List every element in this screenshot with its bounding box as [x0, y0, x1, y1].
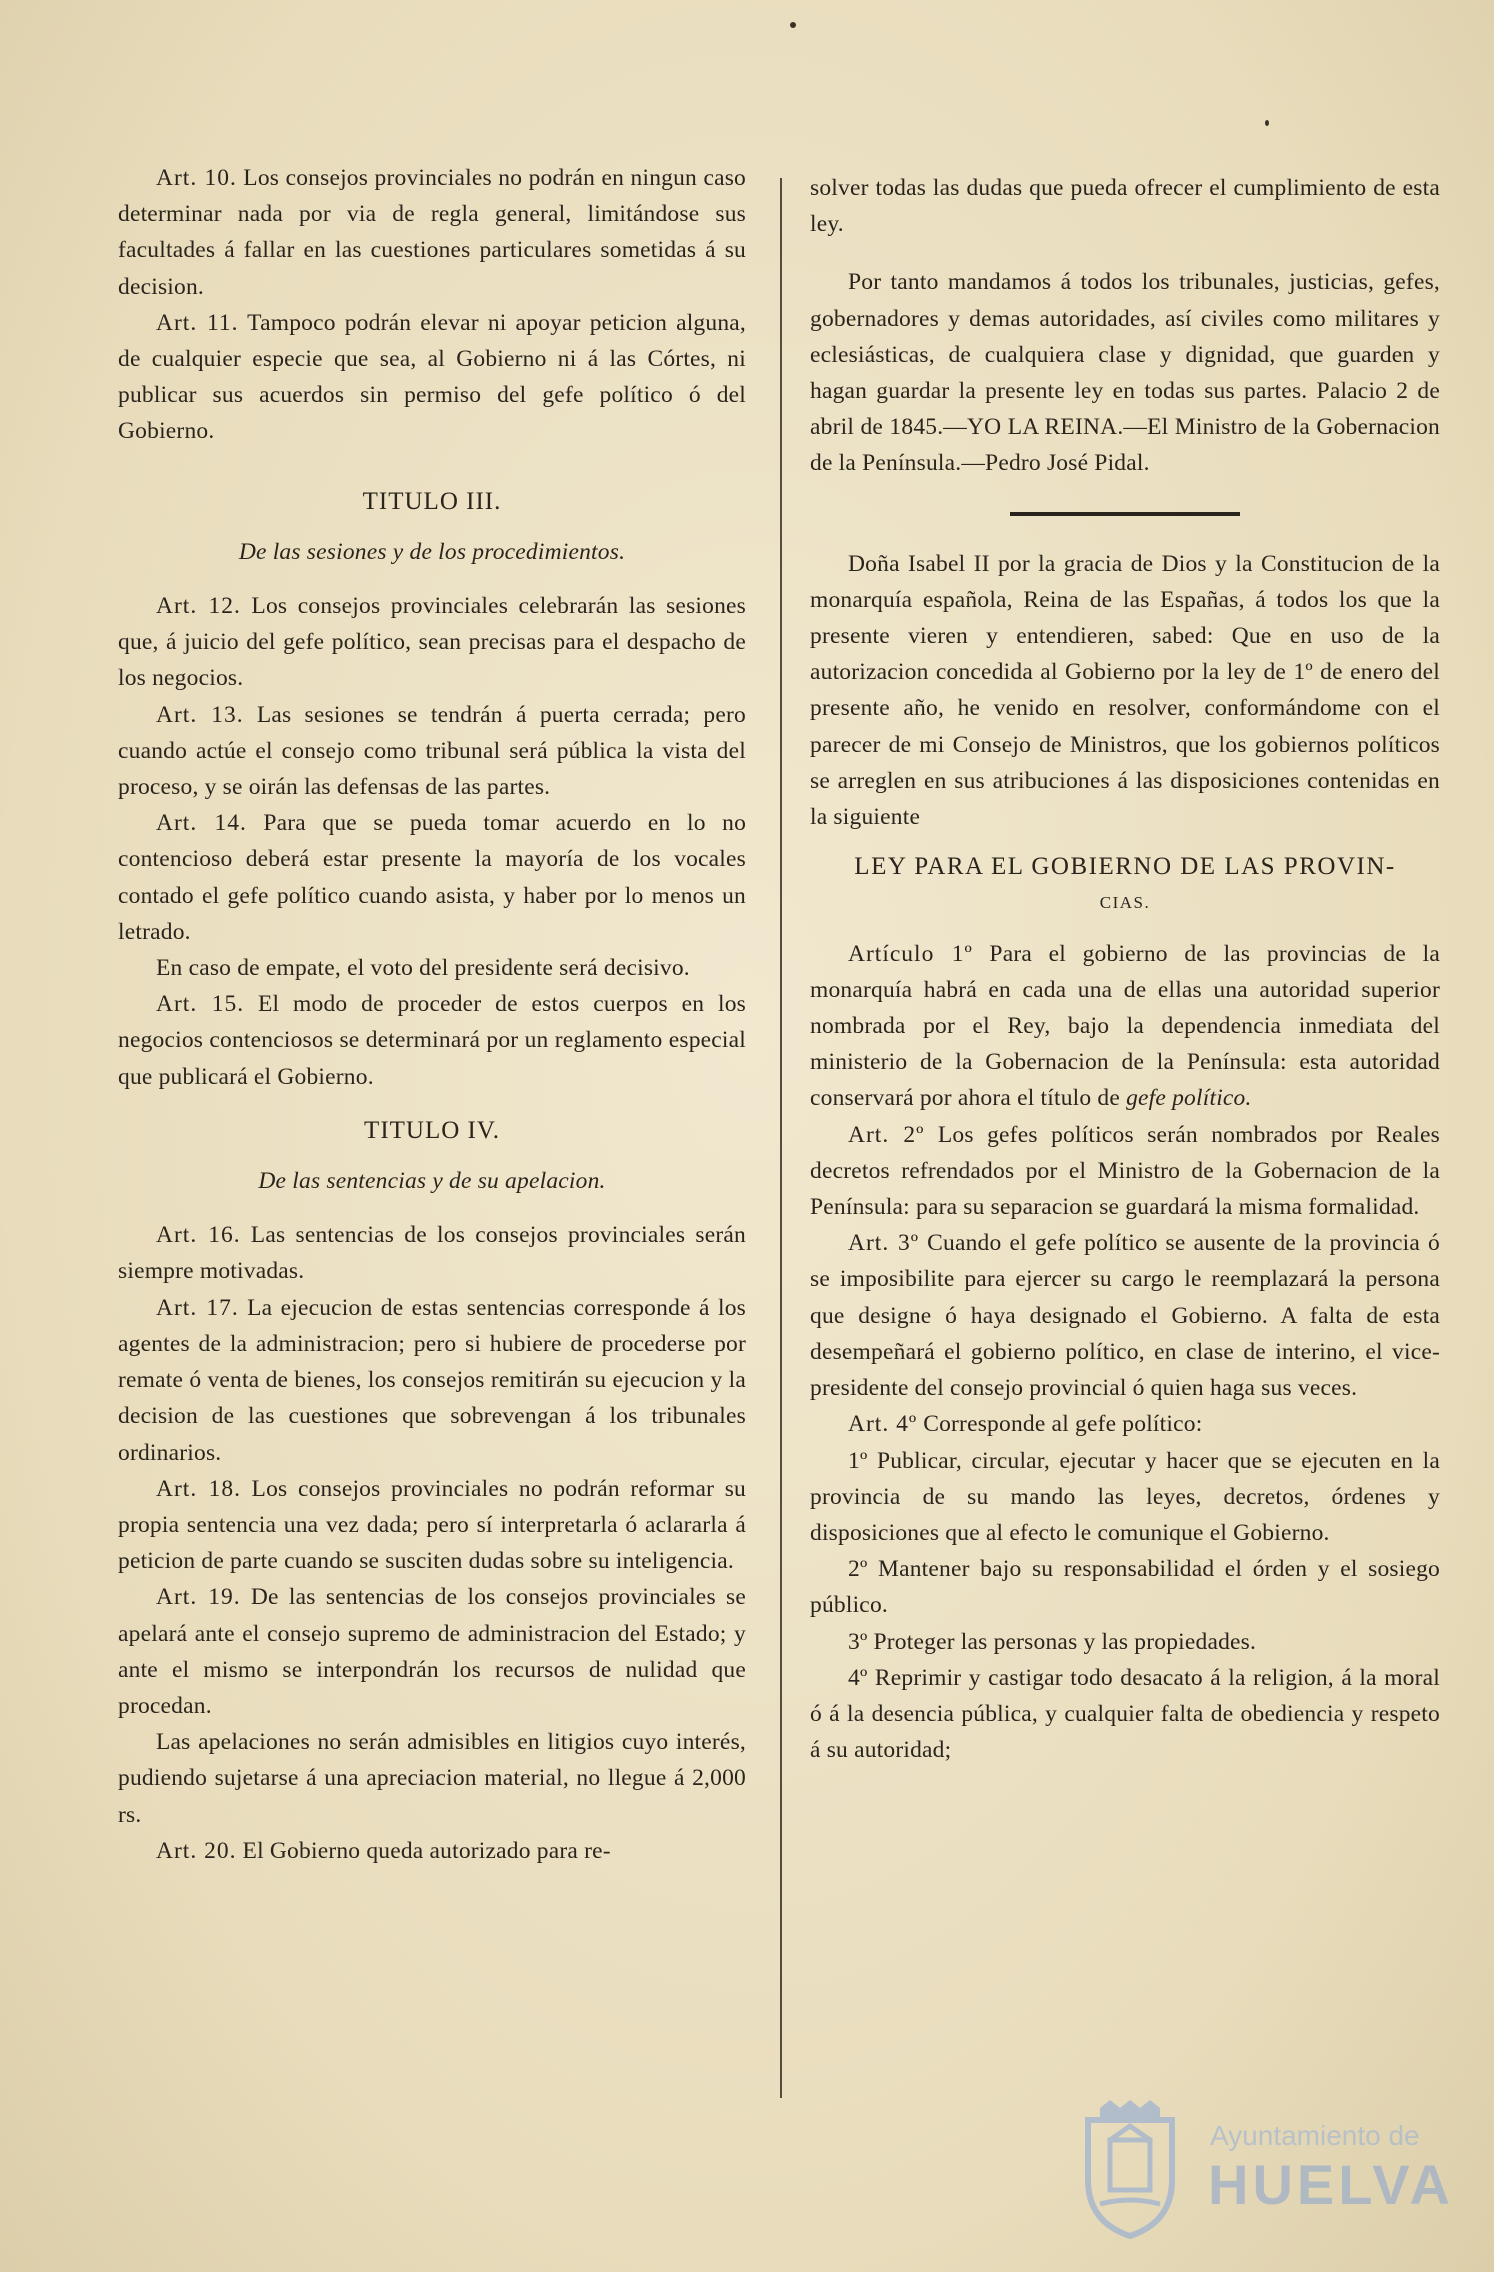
left-column	[118, 160, 746, 1869]
titulo-iv-heading: TITULO IV.	[364, 1116, 500, 1144]
titulo-iii-subtitle: De las sesiones y de los procedimientos.	[238, 538, 626, 565]
article-12: Art. 12. Los consejos provinciales celebrarán las sesiones que, á juicio del gefe político, sean precisas para el despacho de los negocios.	[118, 593, 747, 692]
article-10: Art. 10. Los consejos provinciales no podrán en ningun caso determinar nada por via de regla general, limitándose sus facultades á fallar en las cuestiones particulares sometidas á su decision.	[118, 165, 746, 300]
section-rule	[1010, 512, 1240, 516]
article-14: Art. 14. Para que se pueda tomar acuerdo en lo no contencioso deberá estar presente la mayoría de los vocales contado el gefe político cuando asista, y haber por lo menos un letrado.	[118, 810, 747, 945]
article-20: Art. 20. El Gobierno queda autorizado para re-	[156, 1837, 611, 1864]
article-15: Art. 15. El modo de proceder de estos cuerpos en los negocios contenciosos se determinará por un reglamento especial que publicará el Gobierno.	[118, 991, 746, 1090]
article-11: Art. 11. Tampoco podrán elevar ni apoyar peticion alguna, de cualquier especie que sea, al Gobierno ni á las Córtes, ni publicar sus acuerdos sin permiso del gefe político ó del Gobierno.	[118, 309, 746, 445]
article-16: Art. 16. Las sentencias de los consejos provinciales serán siempre motivadas.	[118, 1222, 747, 1285]
ink-speck	[1265, 120, 1269, 126]
article-19: Art. 19. De las sentencias de los consejos provinciales se apelará ante el consejo supremo de administracion del Estado; y ante el mismo se interpondrán los recursos de nulidad que procedan.	[118, 1584, 747, 1719]
watermark-line-2: HUELVA	[1208, 2153, 1454, 2216]
article-18: Art. 18. Los consejos provinciales no podrán reformar su propia sentencia una vez dada; pero sí interpretarla ó aclararla á peticion de parte cuando se susciten dudas sobre su inteligencia.	[118, 1475, 747, 1575]
article-17: Art. 17. La ejecucion de estas sentencias corresponde á los agentes de la administracion; pero si hubiere de procederse por remate ó venta de bienes, los consejos remitirán su ejecucion y la decision de las cuestiones que sobrevengan á los tribunales ordinarios.	[118, 1294, 746, 1466]
list-item-2: 2º Mantener bajo su responsabilidad el órden y el sosiego público.	[810, 1556, 1441, 1619]
article-3: Art. 3º Cuando el gefe político se ausente de la provincia ó se imposibilite para ejercer su cargo le reemplazará la persona que designe ó haya designado el Gobierno. A falta de esta desempeñará el gobierno político, en clase de interino, el vice-presidente del consejo provincial ó quien haga sus veces.	[810, 1230, 1441, 1402]
article-4: Art. 4º Corresponde al gefe político:	[848, 1411, 1203, 1438]
coat-of-arms-icon	[1080, 2100, 1180, 2240]
article-2: Art. 2º Los gefes políticos serán nombrados por Reales decretos refrendados por el Ministro de la Gobernacion de la Península: para su separacion se guardará la misma formalidad.	[810, 1121, 1440, 1221]
article-14-paragraph-2: En caso de empate, el voto del presidente será decisivo.	[156, 955, 690, 982]
column-divider	[780, 178, 782, 2098]
article-13: Art. 13. Las sesiones se tendrán á puerta cerrada; pero cuando actúe el consejo como tribunal será pública la vista del proceso, y se oirán las defensas de las partes.	[118, 701, 746, 801]
list-item-4: 4º Reprimir y castigar todo desacato á la religion, á la moral ó á la desencia pública, y cualquier falta de obediencia y respeto á su autoridad;	[810, 1664, 1441, 1764]
archive-watermark	[1080, 2100, 1454, 2250]
law-title-end: CIAS.	[1099, 893, 1151, 913]
article-19-paragraph-2: Las apelaciones no serán admisibles en litigios cuyo interés, pudiendo sujetarse á una apreciacion material, no llegue á 2,000 rs.	[118, 1729, 746, 1828]
titulo-iii-heading: TITULO III.	[362, 487, 502, 515]
article-20-continuation: solver todas las dudas que pueda ofrecer el cumplimiento de esta ley.	[810, 175, 1440, 238]
promulgation-paragraph: Por tanto mandamos á todos los tribunales, justicias, gefes, gobernadores y demas autoridades, así civiles como militares y eclesiásticas, de cualquiera clase y dignidad, que guarden y hagan guardar la presente ley en todas sus partes. Palacio 2 de abril de 1845.—YO LA REINA.—El Ministro de la Gobernacion de la Península.—Pedro José Pidal.	[810, 269, 1440, 477]
right-column	[810, 170, 1440, 1768]
titulo-iv-subtitle: De las sentencias y de su apelacion.	[258, 1168, 606, 1195]
law-title: LEY PARA EL GOBIERNO DE LAS PROVIN-	[854, 853, 1396, 881]
watermark-line-1: Ayuntamiento de	[1210, 2120, 1420, 2151]
royal-preamble: Doña Isabel II por la gracia de Dios y la Constitucion de la monarquía española, Reina de las Españas, á todos los que la presente vieren y entendieren, sabed: Que en uso de la autorizacion concedida al Gobierno por la ley de 1º de enero del presente año, he venido en resolver, conformándome con el parecer de mi Consejo de Ministros, que los gobiernos políticos se arreglen en sus atribuciones á las disposiciones contenidas en la siguiente	[810, 550, 1440, 831]
list-item-1: 1º Publicar, circular, ejecutar y hacer que se ejecuten en la provincia de su mando las leyes, decretos, órdenes y disposiciones que al efecto le comunique el Gobierno.	[810, 1447, 1440, 1546]
ink-speck	[790, 22, 796, 28]
articulo-1: Artículo 1º Para el gobierno de las provincias de la monarquía habrá en cada una de ellas una autoridad superior nombrada por el Rey, bajo la dependencia inmediata del ministerio de la Gobernacion de la Península: esta autoridad conservará por ahora el título de gefe político.	[810, 940, 1440, 1112]
list-item-3: 3º Proteger las personas y las propiedades.	[848, 1628, 1257, 1655]
